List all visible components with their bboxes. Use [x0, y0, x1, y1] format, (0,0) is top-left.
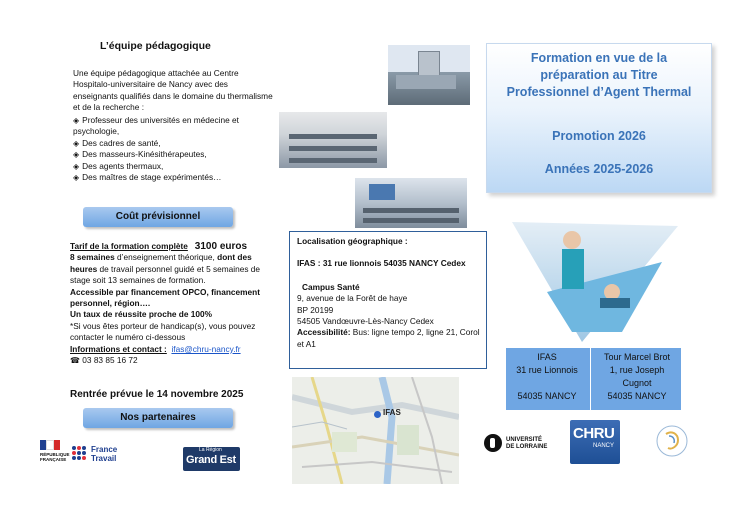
republique-text: RÉPUBLIQUE FRANÇAISE	[40, 452, 70, 462]
address-left-line: 31 rue Lionnois	[516, 365, 578, 375]
france-travail-line2: Travail	[91, 454, 117, 463]
localisation-title: Localisation géographique :	[297, 236, 408, 246]
map-pin-icon	[374, 411, 381, 418]
classroom-photo	[279, 112, 387, 168]
ifas-address: IFAS : 31 rue lionnois 54035 NANCY Cedex	[297, 258, 466, 269]
reussite-text: Un taux de réussite proche de 100%	[70, 309, 213, 320]
campus-line: 54505 Vandœuvre-Lès-Nancy Cedex	[297, 316, 434, 327]
equipe-item: ◈ Des cadres de santé,	[73, 138, 273, 149]
equipe-item: ◈ Des agents thermaux,	[73, 161, 273, 172]
republique-logo	[40, 440, 70, 470]
equipe-title: L’équipe pédagogique	[100, 40, 211, 52]
annees-text: Années 2025-2026	[544, 162, 654, 176]
address-right	[592, 351, 682, 403]
grand-est-main: Grand Est	[186, 454, 236, 466]
promotion-text: Promotion 2026	[552, 129, 646, 143]
thermal-bath-photo	[512, 222, 678, 342]
lorraine-line2: DE LORRAINE	[506, 444, 548, 450]
tarif-label: Tarif de la formation complète	[70, 241, 188, 251]
lorraine-line1: UNIVERSITÉ	[506, 437, 543, 443]
lorraine-icon	[484, 434, 502, 452]
cout-block	[70, 241, 275, 366]
cout-header	[83, 207, 233, 227]
map-ifas-label: IFAS	[383, 408, 401, 417]
cout-title: Coût prévisionnel	[115, 211, 201, 222]
rentree-text: Rentrée prévue le 14 novembre 2025	[70, 389, 244, 400]
equipe-list	[73, 115, 273, 183]
address-right-line: Cugnot	[622, 378, 652, 388]
duration-text: 8 semaines d’enseignement théorique, dont des heures de travail personnel guidé et 5 semaines de stage soit 13 semaines de formation.	[70, 252, 261, 286]
equipe-item: ◈ Des masseurs-Kinésithérapeutes,	[73, 149, 273, 160]
grand-est-top: La Région	[199, 447, 222, 453]
address-divider	[590, 348, 591, 410]
address-left-line: IFAS	[537, 352, 557, 362]
phone-line: ☎ 03 83 85 16 72	[70, 355, 138, 366]
campus-line: BP 20199	[297, 304, 334, 315]
access-line: Accessibilité: Bus: ligne tempo 2, ligne 21, Corol et A1	[297, 327, 480, 349]
chru-text: CHRU	[573, 425, 615, 442]
contact-label: Informations et contact :	[70, 343, 167, 354]
address-left-line: 54035 NANCY	[517, 391, 577, 401]
contact-line	[70, 344, 275, 355]
map-graphic	[292, 377, 459, 484]
ifas-emblem-icon	[655, 424, 689, 458]
equipe-item: ◈ Des maîtres de stage expérimentés…	[73, 172, 273, 183]
france-travail-icon	[70, 444, 88, 462]
france-travail-logo	[70, 442, 120, 470]
partenaires-header	[83, 408, 233, 428]
equipe-intro: Une équipe pédagogique attachée au Centre Hospitalo-universitaire de Nancy avec des enseignants qualifiés dans le domaine du thermalisme et de la recherche :	[73, 68, 273, 113]
partenaires-title: Nos partenaires	[120, 412, 196, 423]
tarif-value: 3100 euros	[194, 241, 248, 252]
campus-line: 9, avenue de la Forêt de haye	[297, 293, 408, 304]
france-travail-line1: France	[91, 445, 118, 454]
universite-lorraine-logo	[484, 431, 554, 457]
email-link[interactable]: ifas@chru-nancy.fr	[171, 343, 241, 354]
campus-title: Campus Santé	[302, 281, 360, 292]
address-right-line: 54035 NANCY	[607, 391, 667, 401]
chru-sub: NANCY	[592, 443, 614, 449]
location-map[interactable]	[292, 377, 459, 484]
building-photo	[388, 45, 470, 105]
address-right-line: 1, rue Joseph	[609, 365, 665, 375]
handicap-text: *Si vous êtes porteur de handicap(s), vous pouvez contacter le numéro ci-dessous	[70, 320, 256, 343]
financement-text: Accessible par financement OPCO, financement personnel, région….	[70, 286, 260, 309]
grand-est-logo	[183, 447, 240, 471]
phone-number: 03 83 85 16 72	[82, 355, 138, 366]
address-right-line: Tour Marcel Brot	[603, 352, 671, 362]
chru-logo	[570, 420, 620, 464]
lecture-room-photo	[355, 178, 467, 228]
tarif-line	[70, 241, 275, 252]
equipe-item: ◈ Professeur des universités en médecine et psychologie,	[73, 115, 273, 138]
localisation-content	[297, 236, 483, 350]
address-left	[506, 351, 588, 403]
formation-title: Formation en vue de la préparation au Titre Professionnel d’Agent Thermal	[506, 51, 692, 99]
